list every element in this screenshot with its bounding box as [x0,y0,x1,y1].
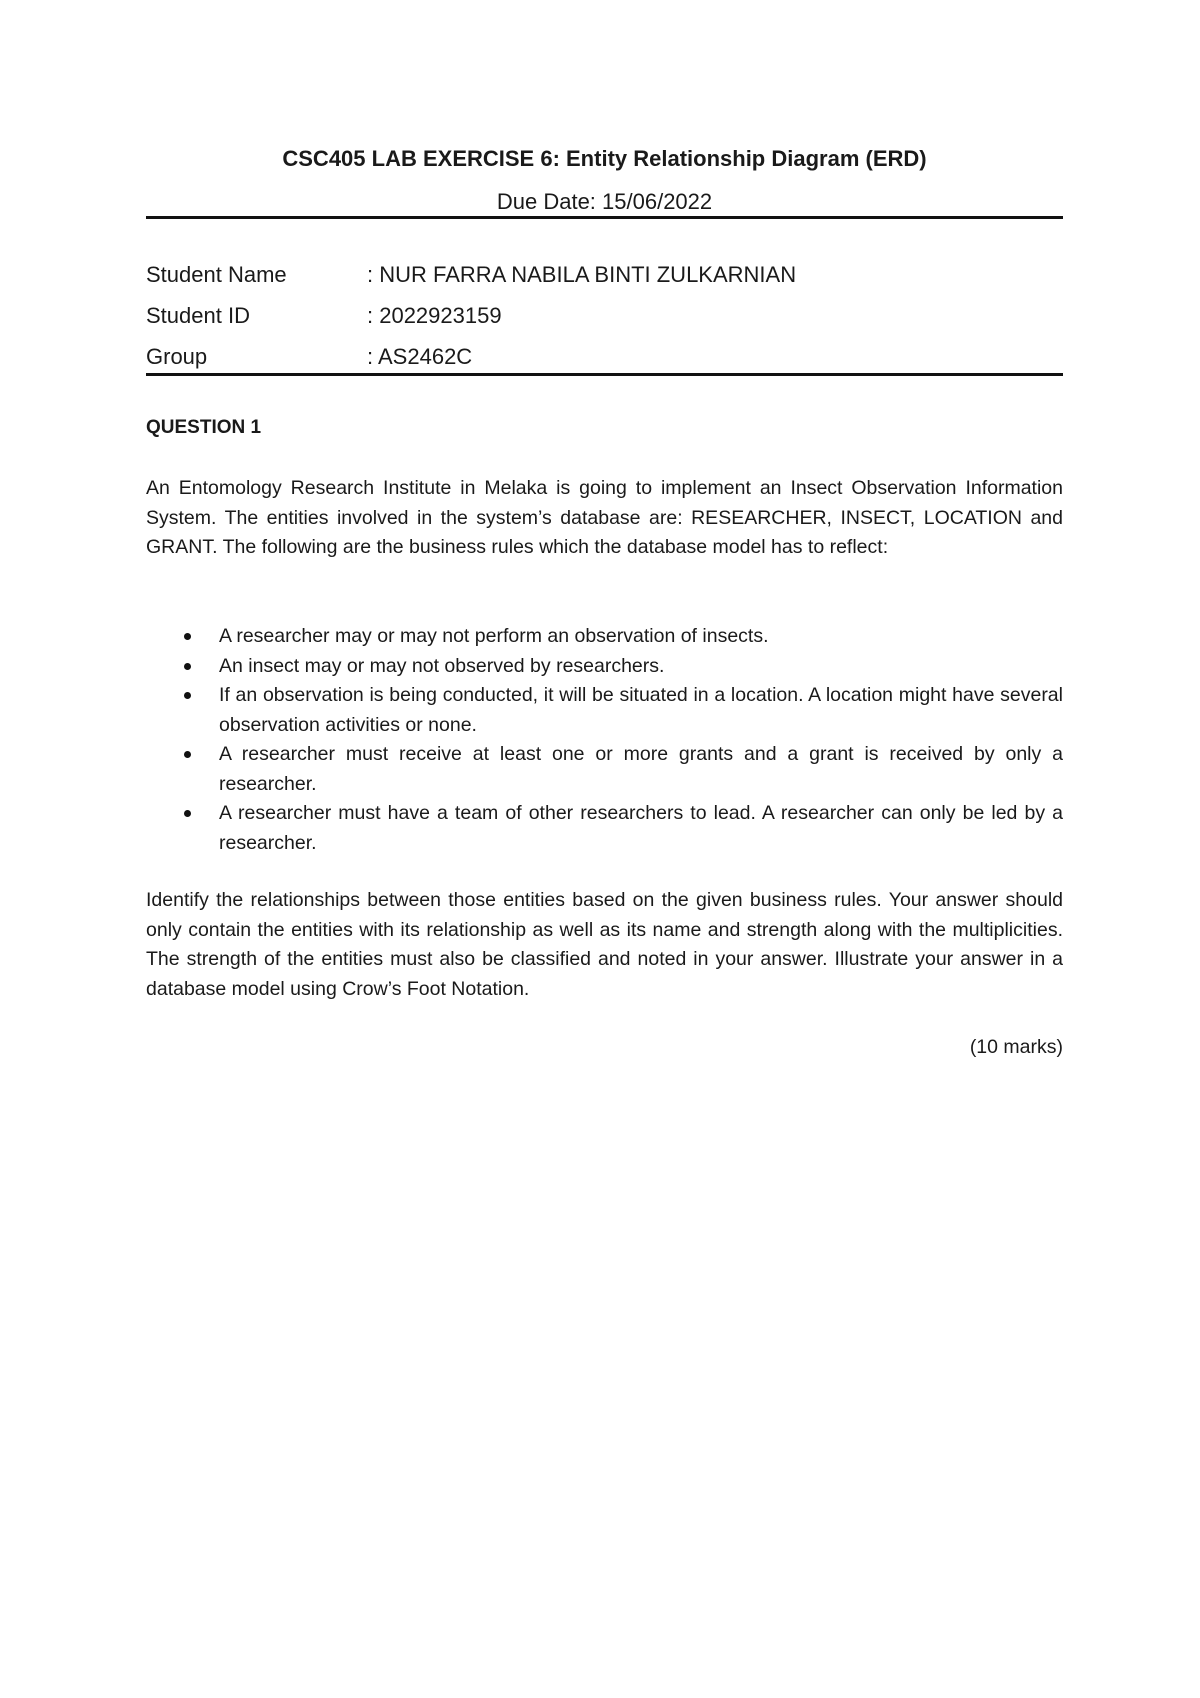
list-item [146,622,1063,652]
bullet-icon [184,663,191,670]
group-row [146,343,1063,371]
due-date: Due Date: 15/06/2022 [496,189,713,214]
question-intro: An Entomology Research Institute in Melaka is going to implement an Insect Observation Information System. The entities involved in the system’s database are: RESEARCHER, INSECT, LOCATION and GRANT. The following are the business rules which the database model has to reflect: [146,477,1063,558]
list-item [146,681,1063,740]
rule-text: A researcher must receive at least one or more grants and a grant is received by only a researcher. [219,743,1063,795]
bullet-icon [184,751,191,758]
rule-text: If an observation is being conducted, it will be situated in a location. A location might have several observation activities or none. [219,684,1063,736]
student-id-row [146,302,1063,330]
group-value: : AS2462C [367,344,473,369]
business-rules-list [146,622,1063,858]
bullet-icon [184,633,191,640]
group-label: Group [146,344,208,369]
student-name-value: : NUR FARRA NABILA BINTI ZULKARNIAN [367,262,797,287]
bullet-icon [184,692,191,699]
student-id-label: Student ID [146,303,250,328]
list-item [146,652,1063,682]
student-name-row [146,261,1063,289]
list-item [146,799,1063,858]
list-item [146,740,1063,799]
header-divider-top [146,216,1063,219]
student-name-label: Student Name [146,262,287,287]
bullet-icon [184,810,191,817]
rule-text: A researcher may or may not perform an observation of insects. [219,625,769,647]
rule-text: A researcher must have a team of other researchers to lead. A researcher can only be led by a researcher. [219,802,1063,854]
question-heading: QUESTION 1 [146,417,262,438]
marks-label: (10 marks) [969,1036,1063,1058]
header-divider-bottom [146,373,1063,376]
student-id-value: : 2022923159 [367,303,502,328]
document-title: CSC405 LAB EXERCISE 6: Entity Relationship Diagram (ERD) [282,146,927,171]
question-instruction: Identify the relationships between those entities based on the given business rules. Your answer should only contain the entities with its relationship as well as its name and strength along with the multiplicities. The strength of the entities must also be classified and noted in your answer. Illustrate your answer in a database model using Crow’s Foot Notation. [146,889,1063,1000]
rule-text: An insect may or may not observed by researchers. [219,654,665,677]
